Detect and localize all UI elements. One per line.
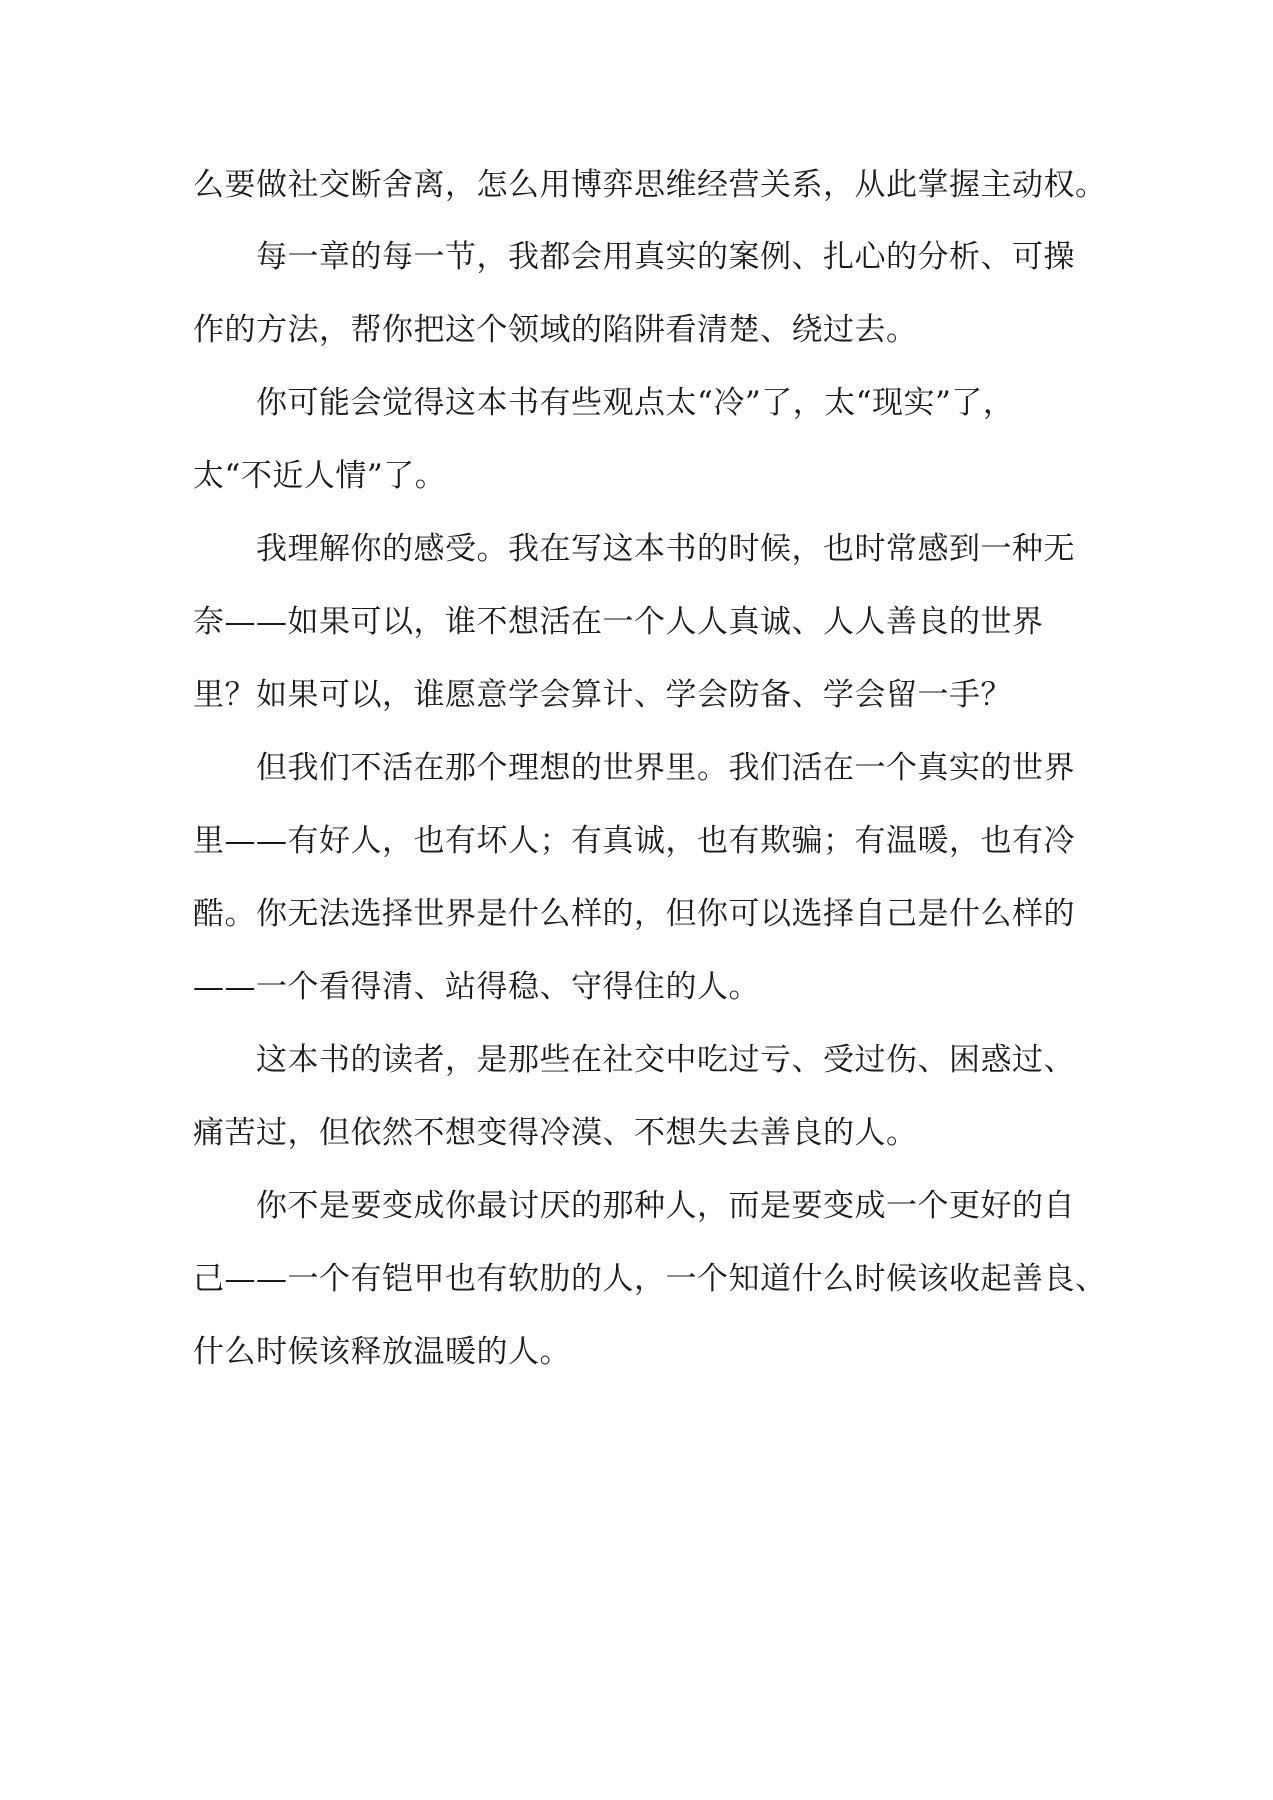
text-line: 痛苦过，但依然不想变得冷漠、不想失去善良的人。 [193,1115,918,1151]
text-line: 我理解你的感受。我在写这本书的时候，也时常感到一种无 [256,531,1075,567]
text-line: 奈——如果可以，谁不想活在一个人人真诚、人人善良的世界 [193,604,1044,640]
text-line: 里——有好人，也有坏人；有真诚，也有欺骗；有温暖，也有冷 [193,823,1075,859]
text-line: 每一章的每一节，我都会用真实的案例、扎心的分析、可操 [256,239,1075,275]
text-line: 你可能会觉得这本书有些观点太“冷”了，太“现实”了， [256,385,1015,421]
text-line: 里？如果可以，谁愿意学会算计、学会防备、学会留一手？ [193,677,1012,713]
text-line: 作的方法，帮你把这个领域的陷阱看清楚、绕过去。 [193,312,918,348]
text-line: 己——一个有铠甲也有软肋的人，一个知道什么时候该收起善良、 [193,1261,1107,1297]
text-line: 么要做社交断舍离，怎么用博弈思维经营关系，从此掌握主动权。 [193,167,1107,203]
text-line: 什么时候该释放温暖的人。 [193,1334,571,1370]
text-line: 太“不近人情”了。 [193,458,447,494]
text-line: 酷。你无法选择世界是什么样的，但你可以选择自己是什么样的 [193,896,1075,932]
text-line: 这本书的读者，是那些在社交中吃过亏、受过伤、困惑过、 [256,1042,1075,1078]
text-line: 但我们不活在那个理想的世界里。我们活在一个真实的世界 [256,750,1075,786]
text-line: ——一个看得清、站得稳、守得住的人。 [193,969,760,1005]
text-line: 你不是要变成你最讨厌的那种人，而是要变成一个更好的自 [256,1188,1075,1224]
